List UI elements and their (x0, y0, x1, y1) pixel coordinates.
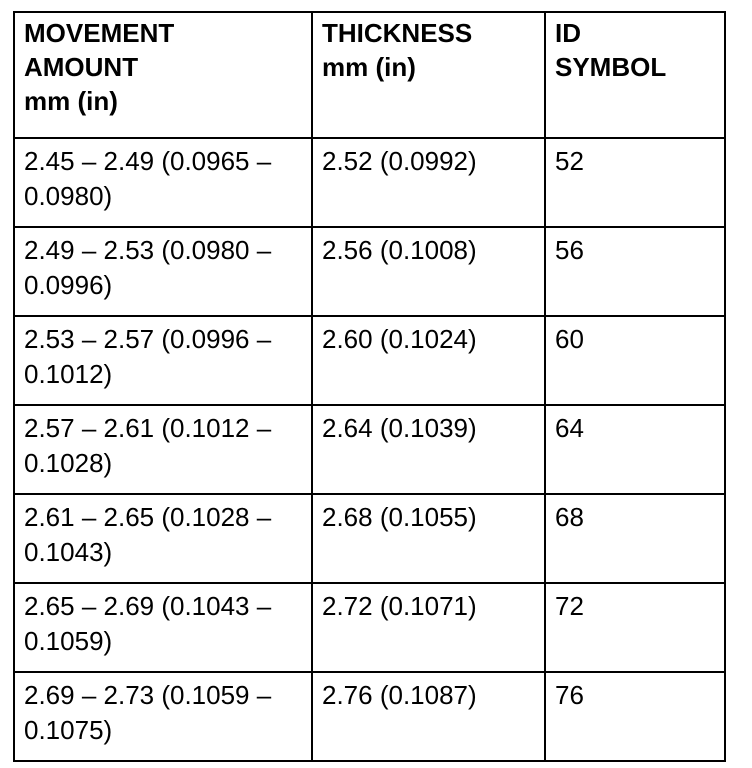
table-row (14, 494, 725, 583)
header-thickness (312, 12, 545, 138)
movement-amount-cell (14, 494, 312, 583)
id-symbol-cell: 68 (545, 494, 725, 583)
id-symbol-cell: 56 (545, 227, 725, 316)
header-row (14, 12, 725, 138)
table-row (14, 583, 725, 672)
header-movement-amount (14, 12, 312, 138)
thickness-cell: 2.72 (0.1071) (312, 583, 545, 672)
thickness-cell: 2.52 (0.0992) (312, 138, 545, 227)
movement-amount-cell (14, 405, 312, 494)
movement-amount-cell (14, 583, 312, 672)
header-text: mm (in) (24, 86, 118, 116)
cell-text: 0.0996) (24, 270, 113, 300)
header-text: mm (in) (322, 52, 416, 82)
cell-text: 2.69 – 2.73 (0.1059 – (24, 680, 272, 710)
id-symbol-cell: 64 (545, 405, 725, 494)
cell-text: 0.1012) (24, 359, 113, 389)
id-symbol-cell: 76 (545, 672, 725, 761)
header-text: AMOUNT (24, 52, 139, 82)
table-row (14, 316, 725, 405)
id-symbol-cell: 60 (545, 316, 725, 405)
table-row (14, 138, 725, 227)
cell-text: 0.1043) (24, 537, 113, 567)
header-text: ID (555, 18, 581, 48)
id-symbol-cell: 72 (545, 583, 725, 672)
cell-text: 0.1075) (24, 715, 113, 745)
thickness-cell: 2.76 (0.1087) (312, 672, 545, 761)
cell-text: 2.45 – 2.49 (0.0965 – (24, 146, 272, 176)
cell-text: 0.1059) (24, 626, 113, 656)
movement-amount-cell (14, 138, 312, 227)
shim-selection-table (13, 11, 726, 762)
thickness-cell: 2.68 (0.1055) (312, 494, 545, 583)
id-symbol-cell: 52 (545, 138, 725, 227)
thickness-cell: 2.64 (0.1039) (312, 405, 545, 494)
table-row (14, 227, 725, 316)
thickness-cell: 2.56 (0.1008) (312, 227, 545, 316)
cell-text: 2.53 – 2.57 (0.0996 – (24, 324, 272, 354)
cell-text: 2.65 – 2.69 (0.1043 – (24, 591, 272, 621)
movement-amount-cell (14, 316, 312, 405)
header-text: MOVEMENT (24, 18, 175, 48)
movement-amount-cell (14, 227, 312, 316)
cell-text: 0.0980) (24, 181, 113, 211)
table-row (14, 672, 725, 761)
header-text: SYMBOL (555, 52, 667, 82)
cell-text: 2.49 – 2.53 (0.0980 – (24, 235, 272, 265)
cell-text: 2.57 – 2.61 (0.1012 – (24, 413, 272, 443)
header-text: THICKNESS (322, 18, 473, 48)
table-row (14, 405, 725, 494)
thickness-cell: 2.60 (0.1024) (312, 316, 545, 405)
cell-text: 0.1028) (24, 448, 113, 478)
movement-amount-cell (14, 672, 312, 761)
header-id-symbol (545, 12, 725, 138)
cell-text: 2.61 – 2.65 (0.1028 – (24, 502, 272, 532)
